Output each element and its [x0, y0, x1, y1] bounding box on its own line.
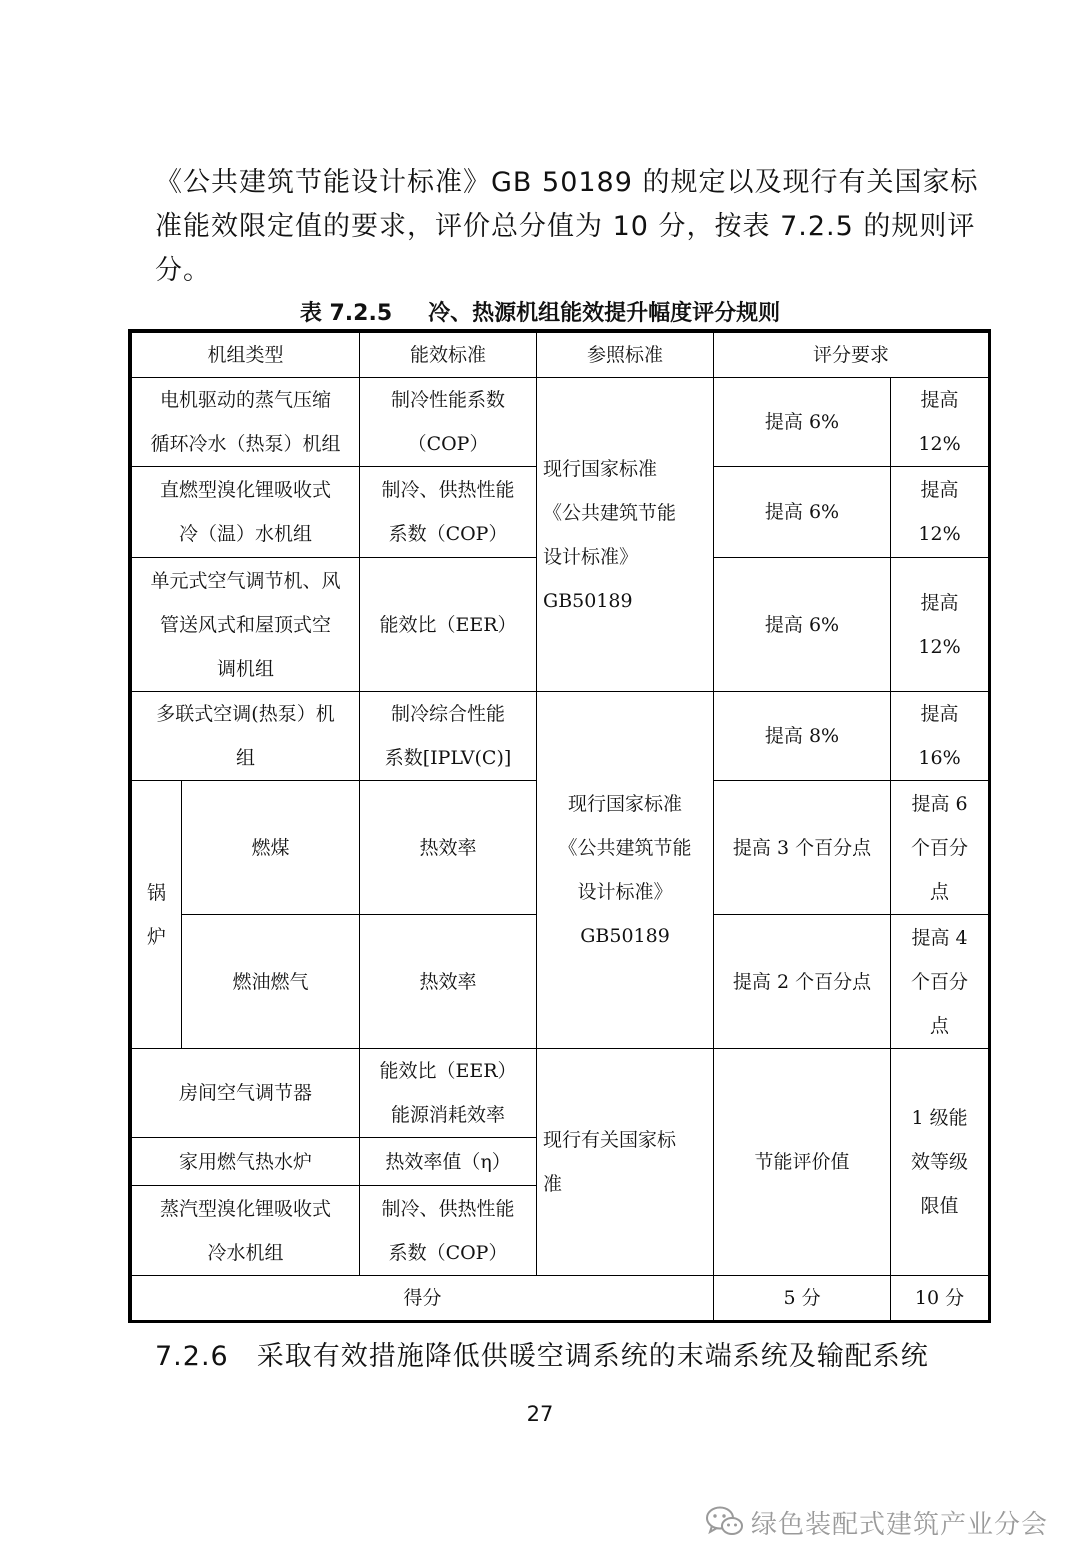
unit-type-cell: 直燃型溴化锂吸收式 冷（温）水机组 — [132, 467, 360, 558]
unit-type-cell: 多联式空调(热泵）机 组 — [132, 692, 360, 781]
boiler-group-label: 锅 炉 — [132, 781, 182, 1049]
unit-type-cell: 电机驱动的蒸气压缩 循环冷水（热泵）机组 — [132, 378, 360, 467]
efficiency-table-grid — [131, 332, 989, 1321]
efficiency-cell: 热效率值（η） — [360, 1138, 537, 1186]
table-caption — [0, 296, 1080, 327]
efficiency-cell: 热效率 — [360, 915, 537, 1049]
total-score-mid: 5 分 — [714, 1276, 891, 1321]
efficiency-score-table — [128, 329, 991, 1323]
score-cell: 1 级能 效等级 限值 — [891, 1049, 989, 1276]
page-number: 27 — [526, 1402, 554, 1426]
header-score-requirement: 评分要求 — [714, 333, 989, 378]
efficiency-cell: 制冷性能系数 （COP） — [360, 378, 537, 467]
body-line-3: 分。 — [155, 255, 211, 286]
reference-standard-cell: 现行国家标准 《公共建筑节能 设计标准》 GB50189 — [537, 378, 714, 692]
total-score-label: 得分 — [132, 1276, 714, 1321]
efficiency-cell: 热效率 — [360, 781, 537, 915]
efficiency-cell: 制冷综合性能 系数[IPLV(C)] — [360, 692, 537, 781]
efficiency-cell: 制冷、供热性能 系数（COP） — [360, 467, 537, 558]
score-cell: 提高 6 个百分 点 — [891, 781, 989, 915]
score-cell: 提高 16% — [891, 692, 989, 781]
improvement-cell: 提高 6% — [714, 558, 891, 692]
header-unit-type: 机组类型 — [132, 333, 360, 378]
improvement-cell: 提高 6% — [714, 378, 891, 467]
score-cell: 提高 12% — [891, 558, 989, 692]
body-line-2: 准能效限定值的要求，评价总分值为 10 分，按表 7.2.5 的规则评 — [155, 211, 976, 242]
header-efficiency-standard: 能效标准 — [360, 333, 537, 378]
next-section-title: 采取有效措施降低供暖空调系统的末端系统及输配系统 — [256, 1341, 929, 1372]
watermark — [705, 1500, 1048, 1544]
unit-type-cell: 单元式空气调节机、风 管送风式和屋顶式空 调机组 — [132, 558, 360, 692]
score-cell: 提高 4 个百分 点 — [891, 915, 989, 1049]
total-score-max: 10 分 — [891, 1276, 989, 1321]
improvement-cell: 提高 6% — [714, 467, 891, 558]
unit-type-cell: 燃油燃气 — [182, 915, 360, 1049]
score-cell: 提高 12% — [891, 467, 989, 558]
watermark-text: 绿色装配式建筑产业分会 — [751, 1509, 1049, 1540]
reference-standard-cell: 现行国家标准 《公共建筑节能 设计标准》 GB50189 — [537, 692, 714, 1049]
next-section-number: 7.2.6 — [155, 1341, 229, 1372]
table-caption-title: 冷、热源机组能效提升幅度评分规则 — [428, 301, 781, 326]
score-cell: 提高 12% — [891, 378, 989, 467]
next-section-heading — [155, 1334, 929, 1373]
unit-type-cell: 蒸汽型溴化锂吸收式 冷水机组 — [132, 1186, 360, 1276]
unit-type-cell: 家用燃气热水炉 — [132, 1138, 360, 1186]
table-caption-number: 表 7.2.5 — [299, 301, 393, 326]
wechat-icon — [705, 1505, 745, 1539]
unit-type-cell: 燃煤 — [182, 781, 360, 915]
improvement-cell: 节能评价值 — [714, 1049, 891, 1276]
efficiency-cell: 能效比（EER） — [360, 558, 537, 692]
improvement-cell: 提高 8% — [714, 692, 891, 781]
improvement-cell: 提高 3 个百分点 — [714, 781, 891, 915]
improvement-cell: 提高 2 个百分点 — [714, 915, 891, 1049]
body-line-1: 《公共建筑节能设计标准》GB 50189 的规定以及现行有关国家标 — [155, 167, 979, 198]
efficiency-cell: 能效比（EER） 能源消耗效率 — [360, 1049, 537, 1138]
header-reference-standard: 参照标准 — [537, 333, 714, 378]
reference-standard-cell: 现行有关国家标 准 — [537, 1049, 714, 1276]
unit-type-cell: 房间空气调节器 — [132, 1049, 360, 1138]
efficiency-cell: 制冷、供热性能 系数（COP） — [360, 1186, 537, 1276]
